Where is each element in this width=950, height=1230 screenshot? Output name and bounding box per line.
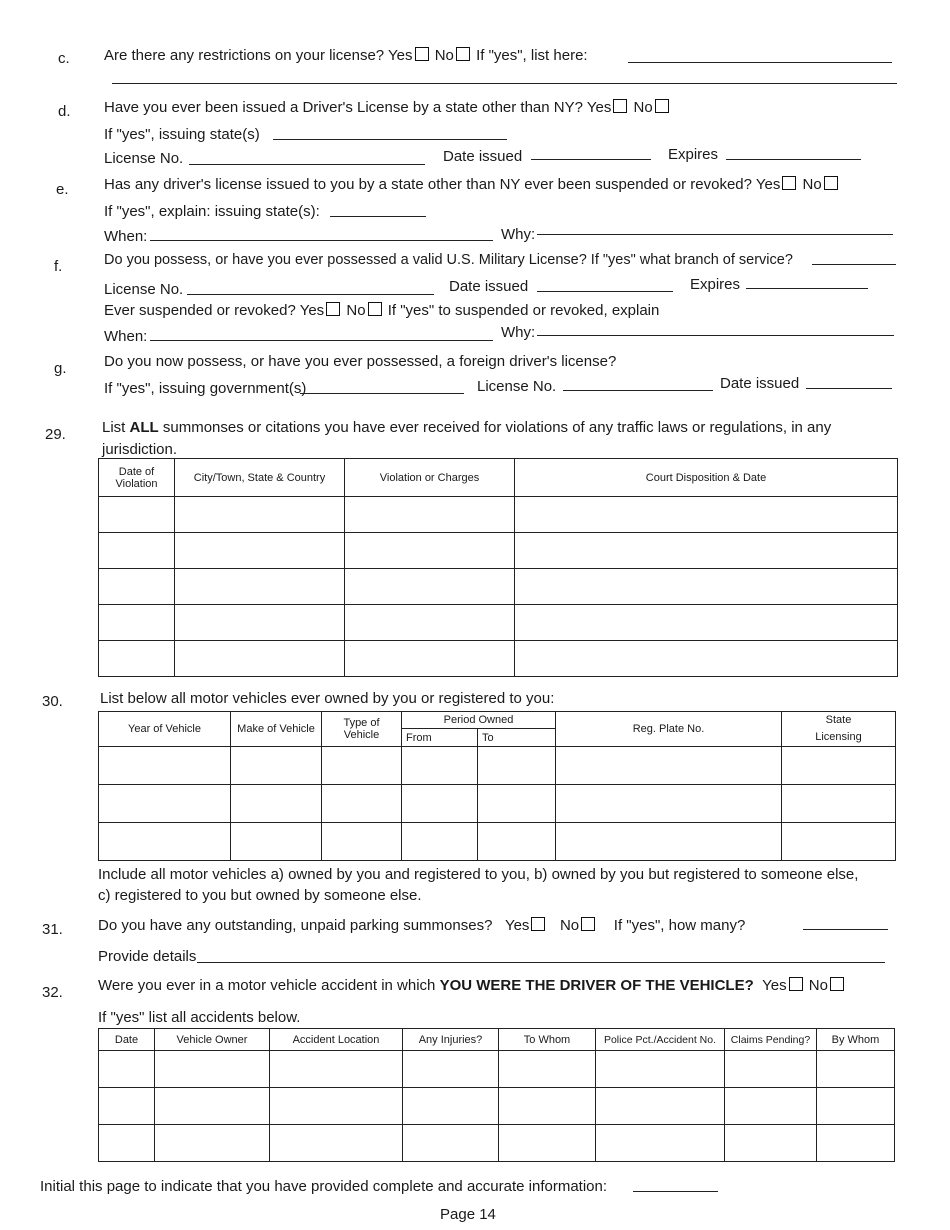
header-by-whom: By Whom [817,1029,895,1051]
f-expires-line[interactable] [746,288,868,289]
e-yes-checkbox[interactable] [782,176,796,190]
header-violation: Violation or Charges [345,459,515,497]
header-date-of-violation: Date of Violation [99,459,175,497]
e-why-label: Why: [501,226,536,243]
item-c-number: c. [58,50,70,67]
d-expires-label: Expires [668,146,719,163]
header-city-town: City/Town, State & Country [175,459,345,497]
item-g-number: g. [54,360,67,377]
header-accident-location: Accident Location [270,1029,403,1051]
q31-no-checkbox[interactable] [581,917,595,931]
f-branch-line[interactable] [812,264,896,265]
e-why-line[interactable] [537,234,893,235]
header-licensing: Licensing [782,729,896,747]
table-row[interactable] [99,823,896,861]
e-no-checkbox[interactable] [824,176,838,190]
q29-question: List ALL summonses or citations you have ever received for violations of any traffic laws or regulations, in any [102,419,832,436]
header-state: State [782,712,896,729]
q32-list-label: If "yes" list all accidents below. [98,1009,301,1026]
item-e-number: e. [56,181,69,198]
table-row[interactable] [99,641,898,677]
item-d-number: d. [58,103,71,120]
d-license-label: License No. [104,150,184,167]
g-date-issued-line[interactable] [806,388,892,389]
initial-label: Initial this page to indicate that you have provided complete and accurate information: [40,1178,608,1195]
header-reg-plate: Reg. Plate No. [556,712,782,747]
f-why-label: Why: [501,324,536,341]
item-g-question: Do you now possess, or have you ever possessed, a foreign driver's license? [104,353,617,370]
q31-yes-checkbox[interactable] [531,917,545,931]
table-row[interactable] [99,605,898,641]
c-yes-checkbox[interactable] [415,47,429,61]
e-explain-label: If "yes", explain: issuing state(s): [104,203,320,220]
f-no-checkbox[interactable] [368,302,382,316]
header-period-owned: Period Owned [402,712,556,729]
d-states-line[interactable] [273,139,507,140]
table-row[interactable] [99,569,898,605]
g-date-issued-label: Date issued [720,375,800,392]
q29-number: 29. [45,426,66,443]
vehicles-table [98,711,896,861]
c-restrictions-line[interactable] [628,62,892,63]
table-row[interactable] [99,747,896,785]
item-d-question: Have you ever been issued a Driver's License by a state other than NY? Yes No [104,99,671,116]
e-when-line[interactable] [150,240,493,241]
table-row[interactable] [99,497,898,533]
violations-table [98,458,898,677]
f-date-issued-line[interactable] [537,291,673,292]
f-yes-checkbox[interactable] [326,302,340,316]
table-row[interactable] [99,1088,895,1125]
header-vehicle-owner: Vehicle Owner [155,1029,270,1051]
g-gov-label: If "yes", issuing government(s) [104,380,307,397]
g-license-label: License No. [477,378,557,395]
d-date-issued-line[interactable] [531,159,651,160]
f-when-line[interactable] [150,340,493,341]
f-date-issued-label: Date issued [449,278,529,295]
f-expires-label: Expires [690,276,741,293]
q31-question: Do you have any outstanding, unpaid parking summonses? Yes No If "yes", how many? [98,917,746,934]
header-year: Year of Vehicle [99,712,231,747]
d-license-line[interactable] [189,164,425,165]
header-police-pct: Police Pct./Accident No. [596,1029,725,1051]
header-court-disposition: Court Disposition & Date [515,459,898,497]
c-no-checkbox[interactable] [456,47,470,61]
header-to-whom: To Whom [499,1029,596,1051]
table-row[interactable] [99,1125,895,1162]
q30-note-line1: Include all motor vehicles a) owned by you and registered to you, b) owned by you but registered to someone else, [98,866,859,883]
e-explain-line[interactable] [330,216,426,217]
q31-details-label: Provide details [98,948,197,965]
g-gov-line[interactable] [300,393,464,394]
q32-number: 32. [42,984,63,1001]
header-from: From [402,729,478,747]
item-c-question: Are there any restrictions on your license? Yes No If "yes", list here: [104,47,588,64]
table-row[interactable] [99,533,898,569]
q31-how-many-line[interactable] [803,929,888,930]
g-license-line[interactable] [563,390,713,391]
q32-question: Were you ever in a motor vehicle accident in which YOU WERE THE DRIVER OF THE VEHICLE? Yes No [98,977,846,994]
f-license-line[interactable] [187,294,434,295]
d-states-label: If "yes", issuing state(s) [104,126,260,143]
table-row[interactable] [99,785,896,823]
item-f-number: f. [54,258,63,275]
initial-line[interactable] [633,1191,718,1192]
item-e-question: Has any driver's license issued to you by a state other than NY ever been suspended or revoked? Yes No [104,176,840,193]
header-make: Make of Vehicle [231,712,322,747]
d-yes-checkbox[interactable] [613,99,627,113]
e-when-label: When: [104,228,148,245]
f-when-label: When: [104,328,148,345]
q30-question: List below all motor vehicles ever owned by you or registered to you: [100,690,555,707]
c-restrictions-line-2[interactable] [112,83,897,84]
q32-yes-checkbox[interactable] [789,977,803,991]
header-date: Date [99,1029,155,1051]
q30-number: 30. [42,693,63,710]
q29-question-line2: jurisdiction. [102,441,178,458]
f-why-line[interactable] [537,335,894,336]
q31-details-line[interactable] [197,962,885,963]
accidents-table [98,1028,895,1162]
q30-note-line2: c) registered to you but owned by someone else. [98,887,422,904]
header-claims-pending: Claims Pending? [725,1029,817,1051]
header-type: Type of Vehicle [322,712,402,747]
header-to: To [478,729,556,747]
d-expires-line[interactable] [726,159,861,160]
header-any-injuries: Any Injuries? [403,1029,499,1051]
f-license-label: License No. [104,281,184,298]
q31-number: 31. [42,921,63,938]
table-row[interactable] [99,1051,895,1088]
page-number: Page 14 [440,1206,496,1223]
f-ever-question: Ever suspended or revoked? Yes No If "yes" to suspended or revoked, explain [104,302,660,319]
q32-no-checkbox[interactable] [830,977,844,991]
d-date-issued-label: Date issued [443,148,523,165]
item-f-question: Do you possess, or have you ever possessed a valid U.S. Military License? If "yes" what branch of service? [104,252,793,268]
d-no-checkbox[interactable] [655,99,669,113]
